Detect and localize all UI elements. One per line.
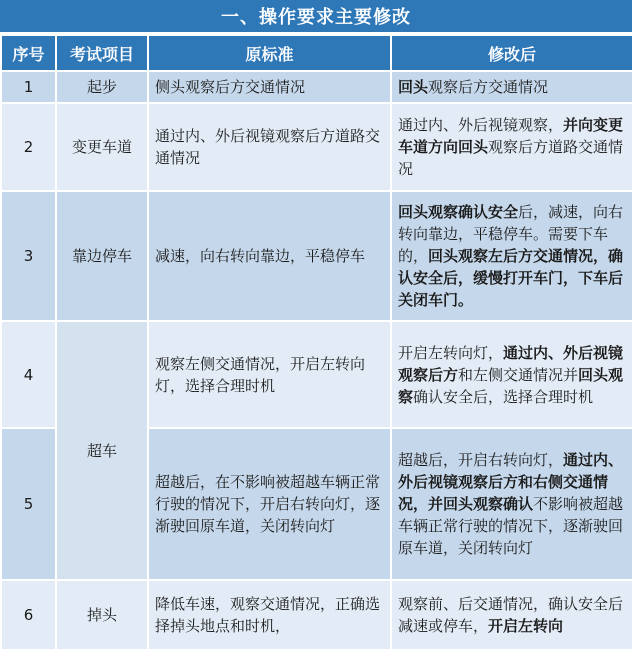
header-number: 序号 <box>1 35 56 71</box>
row-item: 起步 <box>56 71 148 103</box>
row-item: 超车 <box>56 321 148 580</box>
row-item: 掉头 <box>56 580 148 650</box>
header-original: 原标准 <box>148 35 391 71</box>
text-segment: 观察前、后交通情况，确认安全后减速或停车， <box>398 595 624 635</box>
table-row <box>1 71 632 103</box>
table-title: 一、操作要求主要修改 <box>0 0 632 32</box>
text-segment: 不影响被超越车辆正常行驶的情况下，逐渐驶回原车道，关闭转向灯 <box>398 495 624 557</box>
header-modified: 修改后 <box>391 35 632 71</box>
text-segment: 观察后方交通情况 <box>428 78 549 96</box>
row-item: 靠边停车 <box>56 191 148 321</box>
bold-segment: 通过内、外后视镜观察后方 <box>398 343 624 384</box>
text-segment: 超越后，开启右转向灯， <box>398 451 564 469</box>
text-segment: 后，减速，向右转向靠边，平稳停车。需要下车的， <box>398 203 624 265</box>
table-row <box>1 103 632 191</box>
header-row <box>1 35 632 71</box>
text-segment: 观察后方道路交通情况 <box>398 138 624 178</box>
row-original: 观察左侧交通情况，开启左转向灯，选择合理时机 <box>148 321 391 428</box>
row-number: 5 <box>1 428 56 580</box>
text-segment: 和左侧交通情况并 <box>458 365 579 384</box>
row-modified <box>391 428 632 580</box>
table-row <box>1 191 632 321</box>
row-number: 6 <box>1 580 56 650</box>
text-segment: 确认安全后，选择合理时机 <box>413 387 594 406</box>
bold-segment: 通过内、外后视镜观察后方和右侧交通情况，并回头观察确认 <box>398 451 624 513</box>
table-row <box>1 580 632 650</box>
row-original: 侧头观察后方交通情况 <box>148 71 391 103</box>
row-number: 1 <box>1 71 56 103</box>
row-original: 降低车速，观察交通情况，正确选择掉头地点和时机， <box>148 580 391 650</box>
row-original: 超越后，在不影响被超越车辆正常行驶的情况下，开启右转向灯，逐渐驶回原车道，关闭转向灯 <box>148 428 391 580</box>
row-modified <box>391 191 632 321</box>
bold-segment: 回头 <box>398 78 429 96</box>
bold-segment: 回头观察确认安全 <box>398 203 519 221</box>
text-segment: 开启左转向灯， <box>398 343 504 362</box>
comparison-table <box>0 34 632 651</box>
bold-segment: 开启左转向 <box>488 617 564 635</box>
row-original: 减速，向右转向靠边，平稳停车 <box>148 191 391 321</box>
row-modified <box>391 321 632 428</box>
header-item: 考试项目 <box>56 35 148 71</box>
bold-segment: 并向变更车道方向回头 <box>398 116 624 156</box>
row-modified <box>391 580 632 650</box>
text-segment: 通过内、外后视镜观察， <box>398 116 564 134</box>
bold-segment: 回头观察 <box>398 365 624 406</box>
row-modified <box>391 103 632 191</box>
row-number: 2 <box>1 103 56 191</box>
row-item: 变更车道 <box>56 103 148 191</box>
row-modified <box>391 71 632 103</box>
row-original: 通过内、外后视镜观察后方道路交通情况 <box>148 103 391 191</box>
row-number: 4 <box>1 321 56 428</box>
table-row <box>1 321 632 428</box>
bold-segment: 回头观察左后方交通情况，确认安全后，缓慢打开车门，下车后关闭车门。 <box>398 247 624 309</box>
row-number: 3 <box>1 191 56 321</box>
